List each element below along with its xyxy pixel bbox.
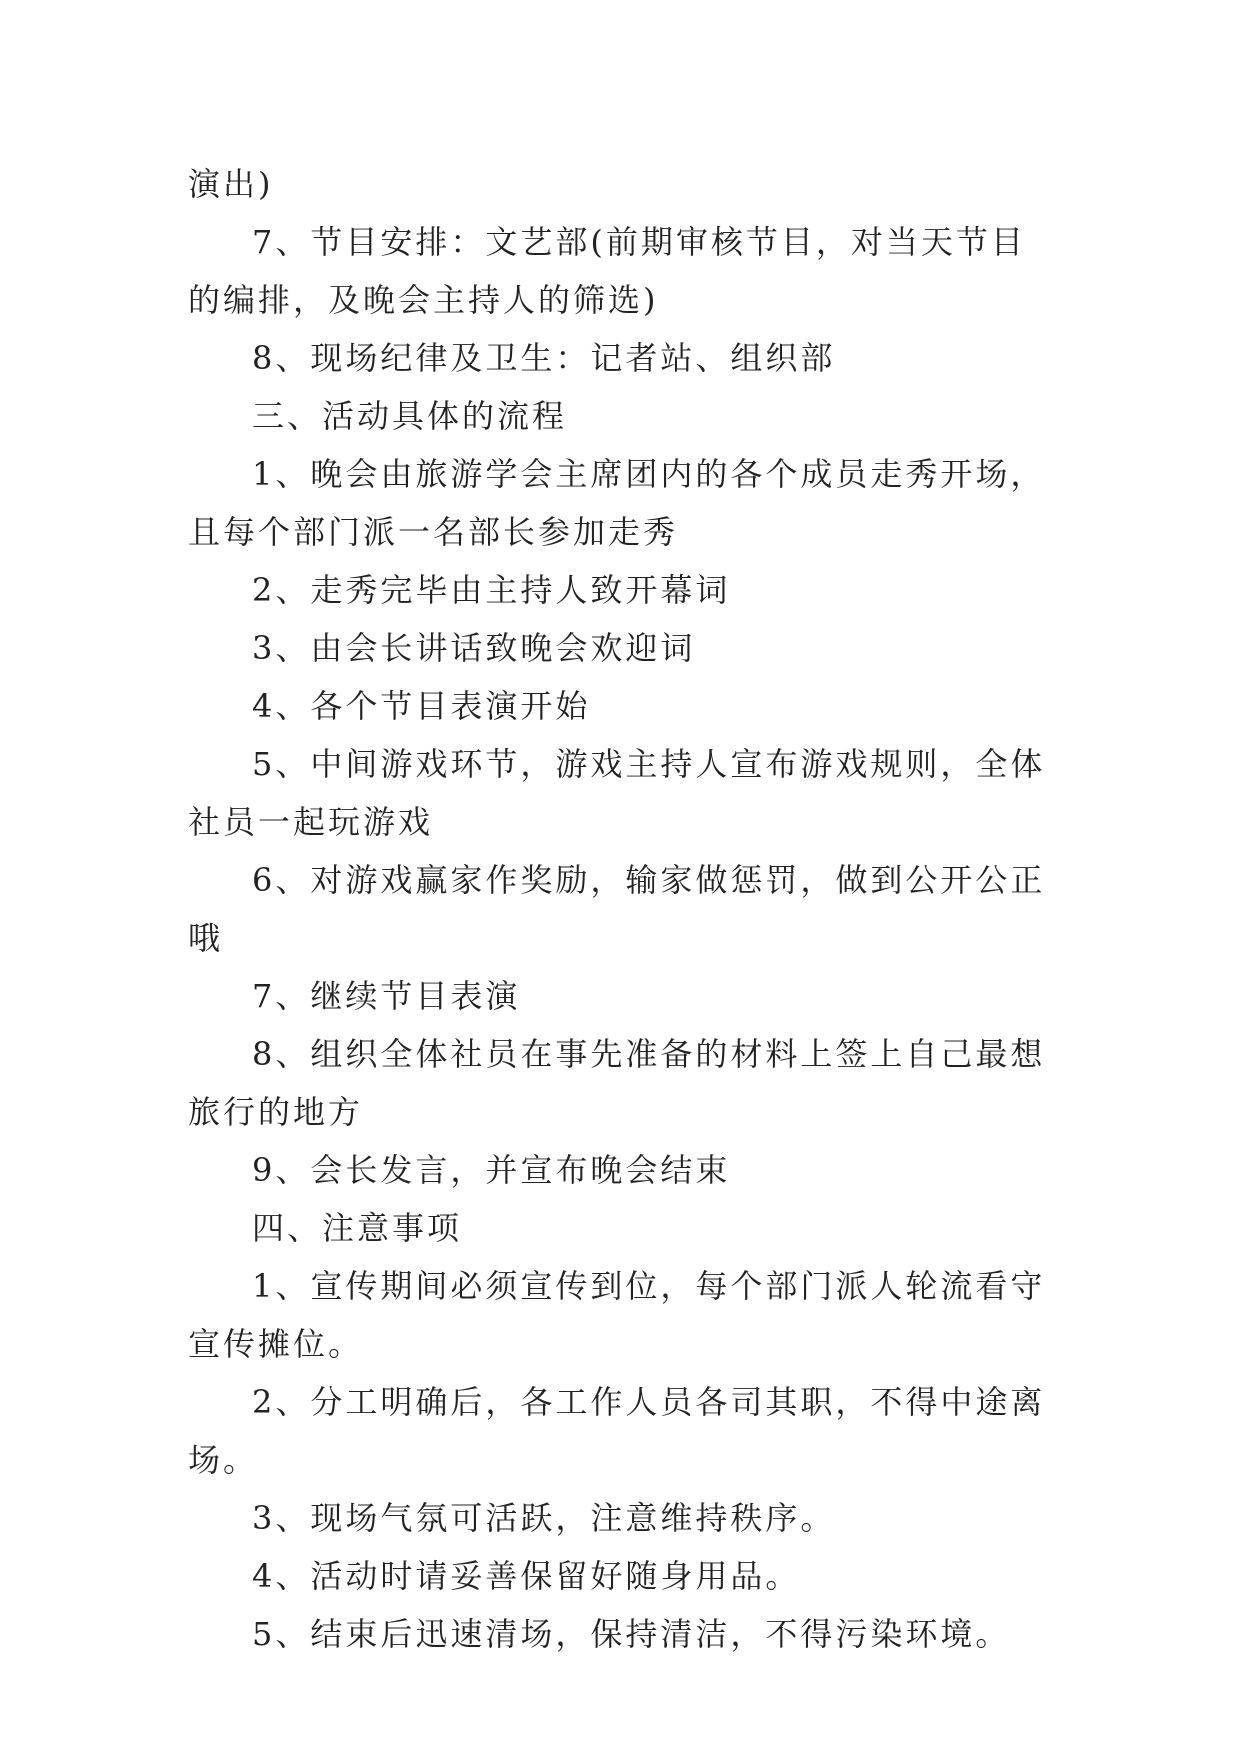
section-heading-4: 四、注意事项 (252, 1209, 463, 1247)
paragraph-note-5: 5、结束后迅速清场，保持清洁，不得污染环境。 (252, 1615, 1011, 1653)
paragraph-item-7-program: 7、节目安排：文艺部(前期审核节目，对当天节目的编排，及晚会主持人的筛选) (188, 223, 1026, 319)
paragraph-note-4: 4、活动时请妥善保留好随身用品。 (252, 1557, 801, 1595)
paragraph-flow-8: 8、组织全体社员在事先准备的材料上签上自己最想旅行的地方 (188, 1035, 1046, 1131)
paragraph-note-1: 1、宣传期间必须宣传到位，每个部门派人轮流看守宣传摊位。 (188, 1267, 1046, 1363)
paragraph-flow-5: 5、中间游戏环节，游戏主持人宣布游戏规则，全体社员一起玩游戏 (188, 745, 1046, 841)
paragraph-flow-2: 2、走秀完毕由主持人致开幕词 (252, 571, 731, 609)
paragraph-flow-6: 6、对游戏赢家作奖励，输家做惩罚，做到公开公正哦 (188, 861, 1046, 957)
paragraph-flow-7: 7、继续节目表演 (252, 977, 521, 1015)
document-body (188, 155, 1052, 1663)
paragraph-flow-3: 3、由会长讲话致晚会欢迎词 (252, 629, 696, 667)
paragraph-item-8-discipline: 8、现场纪律及卫生：记者站、组织部 (252, 339, 836, 377)
paragraph-flow-1: 1、晚会由旅游学会主席团内的各个成员走秀开场，且每个部门派一名部长参加走秀 (188, 455, 1046, 551)
paragraph-flow-4: 4、各个节目表演开始 (252, 687, 591, 725)
section-heading-3: 三、活动具体的流程 (252, 397, 568, 435)
paragraph-flow-9: 9、会长发言，并宣布晚会结束 (252, 1151, 731, 1189)
paragraph-note-2: 2、分工明确后，各工作人员各司其职，不得中途离场。 (188, 1383, 1046, 1479)
paragraph-note-3: 3、现场气氛可活跃，注意维持秩序。 (252, 1499, 836, 1537)
paragraph-continuation: 演出) (188, 165, 274, 203)
